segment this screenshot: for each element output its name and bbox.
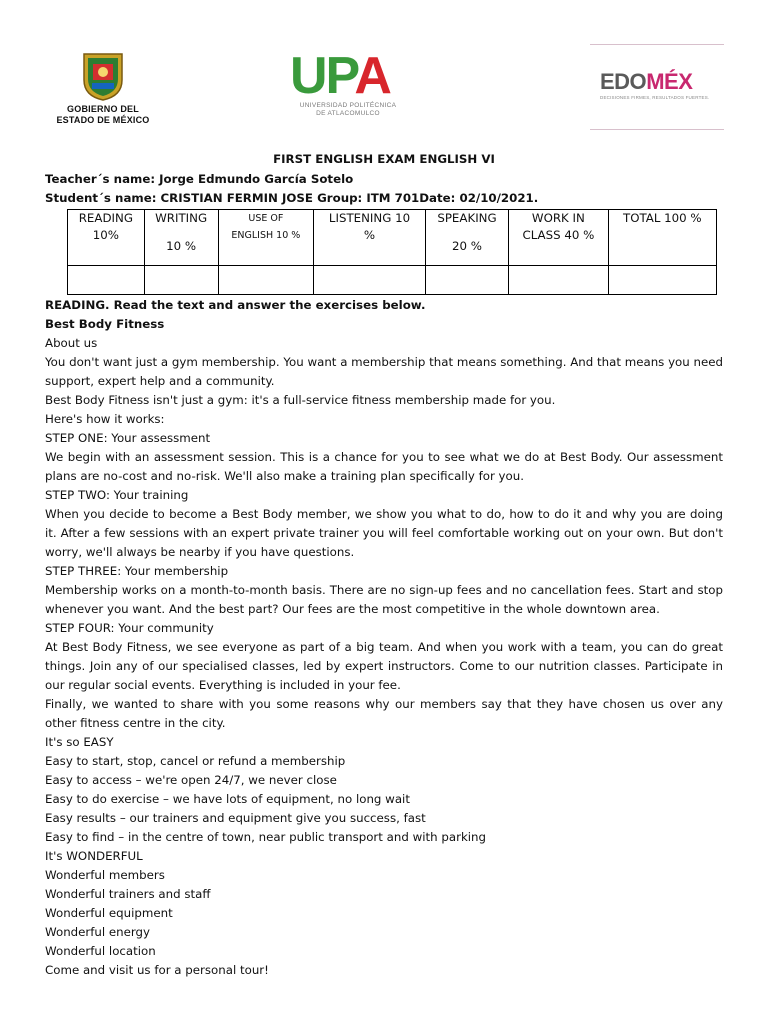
wonderful-item: Wonderful members xyxy=(45,868,165,882)
paragraph-4: We begin with an assessment session. This is a chance for you to see what we do at Best Body. Our assessment plans are no-cost and no-risk. We'll also make a training plan specifically for you. xyxy=(45,450,723,483)
wonderful-item: Wonderful energy xyxy=(45,925,151,939)
easy-item: Easy to do exercise – we have lots of equipment, no long wait xyxy=(45,792,410,806)
paragraph-6: Membership works on a month-to-month basis. There are no sign-up fees and no cancellation fees. Start and stop whenever you want. And the best part? Our fees are the most competitive in the whole downtown area. xyxy=(45,583,723,616)
grade-col-use-of-english: USE OF ENGLISH 10 % xyxy=(218,210,314,266)
score-speaking[interactable] xyxy=(425,266,508,295)
score-total[interactable] xyxy=(608,266,716,295)
grades-score-row xyxy=(68,266,717,295)
grade-col-writing: WRITING 10 % xyxy=(144,210,218,266)
paragraph-1: You don't want just a gym membership. You want a membership that means something. And that means you need support, expert help and a community. xyxy=(45,355,723,388)
closing-line: Come and visit us for a personal tour! xyxy=(45,963,269,977)
score-listening[interactable] xyxy=(314,266,426,295)
score-work-in-class[interactable] xyxy=(509,266,609,295)
step-four-heading: STEP FOUR: Your community xyxy=(45,621,214,635)
grade-col-total: TOTAL 100 % xyxy=(608,210,716,266)
edomex-logo xyxy=(590,44,724,130)
gobierno-line-1: GOBIERNO DEL xyxy=(67,104,139,114)
grades-header-row xyxy=(68,210,717,266)
exam-document xyxy=(45,150,723,980)
score-writing[interactable] xyxy=(144,266,218,295)
paragraph-7: At Best Body Fitness, we see everyone as part of a big team. And when you work with a team, you can do great things. Join any of our specialised classes, led by expert instructors. Come to our nutrition classes. Participate in our regular social events. Everything is included in your fee. xyxy=(45,640,723,692)
wonderful-item: Wonderful equipment xyxy=(45,906,173,920)
gobierno-estado-mexico-logo xyxy=(44,46,162,128)
upa-logo xyxy=(290,44,410,130)
reading-instruction: READING. Read the text and answer the exercises below. xyxy=(45,298,426,312)
text-heading: Best Body Fitness xyxy=(45,317,165,331)
paragraph-8: Finally, we wanted to share with you some reasons why our members say that they have chosen us over any other fitness centre in the city. xyxy=(45,697,723,730)
upa-mark-text: UPA xyxy=(290,47,390,105)
grade-col-listening: LISTENING 10 % xyxy=(314,210,426,266)
paragraph-3: Here's how it works: xyxy=(45,412,165,426)
grade-col-reading: READING 10% xyxy=(68,210,145,266)
exam-title: FIRST ENGLISH EXAM ENGLISH VI xyxy=(273,152,495,166)
edomex-mark: EDOMÉX xyxy=(600,69,693,94)
score-reading[interactable] xyxy=(68,266,145,295)
grade-col-work-in-class: WORK IN CLASS 40 % xyxy=(509,210,609,266)
logo-bar xyxy=(0,40,768,135)
wonderful-item: Wonderful location xyxy=(45,944,156,958)
student-info: Student´s name: CRISTIAN FERMIN JOSE Group: ITM 701Date: 02/10/2021. xyxy=(45,191,539,205)
easy-title: It's so EASY xyxy=(45,735,114,749)
upa-mark xyxy=(290,47,390,105)
step-two-heading: STEP TWO: Your training xyxy=(45,488,189,502)
paragraph-5: When you decide to become a Best Body member, we show you what to do, how to do it and why you are doing it. After a few sessions with an expert private trainer you will feel comfortable working out on your own. But don't worry, we'll always be nearby if you have questions. xyxy=(45,507,723,559)
about-us: About us xyxy=(45,336,98,350)
paragraph-2: Best Body Fitness isn't just a gym: it's a full-service fitness membership made for you. xyxy=(45,393,556,407)
grades-table xyxy=(67,209,717,295)
edomex-slogan: DECISIONES FIRMES, RESULTADOS FUERTES. xyxy=(600,95,710,100)
coat-of-arms-icon xyxy=(78,50,128,102)
easy-item: Easy to access – we're open 24/7, we never close xyxy=(45,773,337,787)
easy-item: Easy results – our trainers and equipment give you success, fast xyxy=(45,811,426,825)
gobierno-line-2: ESTADO DE MÉXICO xyxy=(56,115,150,125)
upa-subtitle-2: DE ATLACOMULCO xyxy=(316,110,380,117)
wonderful-item: Wonderful trainers and staff xyxy=(45,887,211,901)
upa-subtitle-1: UNIVERSIDAD POLITÉCNICA xyxy=(299,102,397,109)
easy-item: Easy to start, stop, cancel or refund a membership xyxy=(45,754,346,768)
step-three-heading: STEP THREE: Your membership xyxy=(45,564,229,578)
wonderful-title: It's WONDERFUL xyxy=(45,849,143,863)
grade-col-speaking: SPEAKING 20 % xyxy=(425,210,508,266)
easy-item: Easy to find – in the centre of town, near public transport and with parking xyxy=(45,830,487,844)
teacher-name: Teacher´s name: Jorge Edmundo García Sotelo xyxy=(45,172,354,186)
step-one-heading: STEP ONE: Your assessment xyxy=(45,431,211,445)
score-use-of-english[interactable] xyxy=(218,266,314,295)
